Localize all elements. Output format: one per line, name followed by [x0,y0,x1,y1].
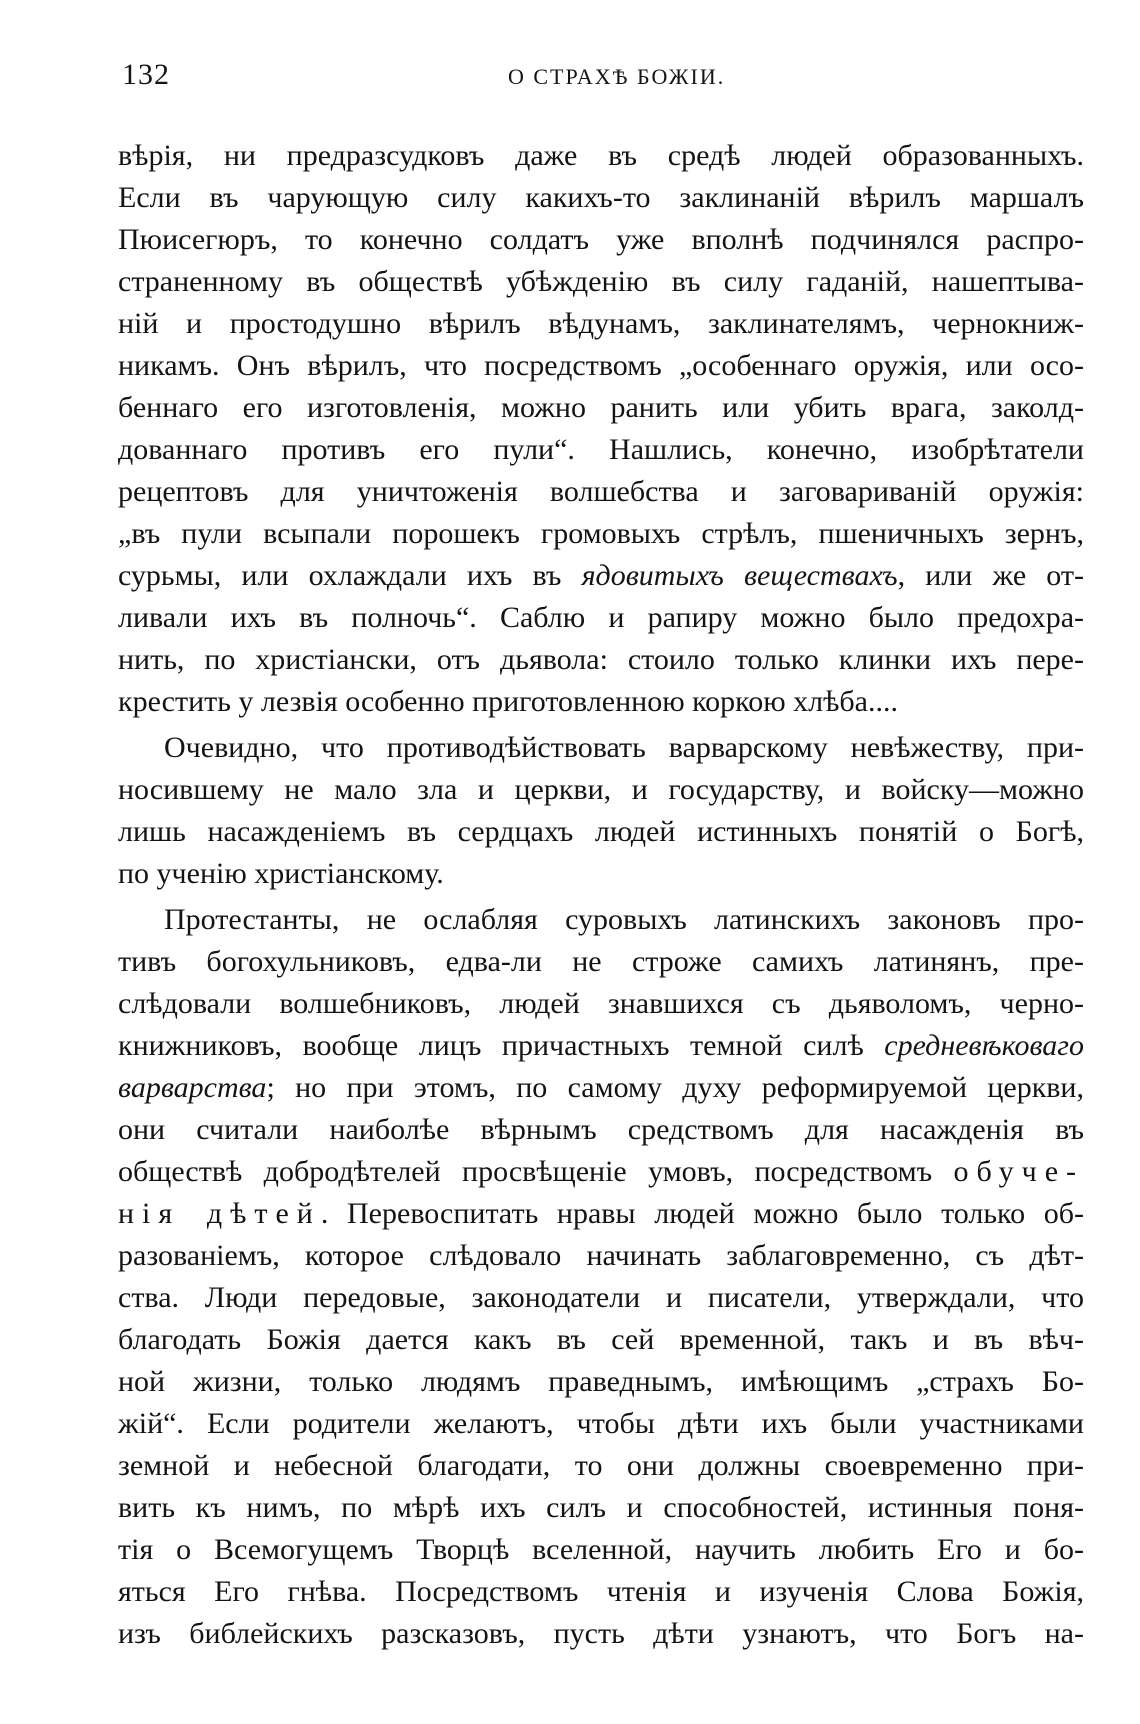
text-line [118,597,1084,639]
text-run: они считали наиболѣе вѣрнымъ средствомъ для насажденія въ [118,1113,1084,1146]
text-line [118,303,1084,345]
text-line [118,639,1084,681]
paragraph [118,899,1084,1655]
page-number: 132 [122,58,170,91]
text-line [118,1151,1084,1193]
text-line [118,1025,1084,1067]
italic-phrase: средневѣковаго [884,1029,1084,1062]
text-run: Протестанты, не ослабляя суровыхъ латинскихъ законовъ про- [164,903,1084,936]
running-head [122,58,1082,98]
text-line [118,681,1084,723]
text-run: Если въ чарующую силу какихъ-то заклинаній вѣрилъ маршалъ [118,181,1084,214]
text-line [118,1193,1084,1235]
spaced-phrase: обуче- [953,1155,1084,1188]
text-line [118,471,1084,513]
running-title: О СТРАХѢ БОЖІИ. [508,64,726,89]
text-line [118,513,1084,555]
text-line [118,899,1084,941]
text-run: страненному въ обществѣ убѣжденію въ силу гаданій, нашептыва- [118,265,1084,298]
text-run: никамъ. Онъ вѣрилъ, что посредствомъ „особеннаго оружія, или осо- [118,349,1084,382]
text-run: ній и простодушно вѣрилъ вѣдунамъ, заклинателямъ, чернокниж- [118,307,1084,340]
text-run: ной жизни, только людямъ праведнымъ, имѣющимъ „страхъ Бо- [118,1365,1084,1398]
text-run: вить къ нимъ, по мѣрѣ ихъ силъ и способностей, истинныя поня- [118,1491,1084,1524]
text-line [118,261,1084,303]
text-run: ливали ихъ въ полночь“. Саблю и рапиру можно было предохра- [118,601,1084,634]
text-run: Очевидно, что противодѣйствовать варварскому невѣжеству, при- [164,731,1084,764]
text-line [118,1487,1084,1529]
text-run: яться Его гнѣва. Посредствомъ чтенія и изученія Слова Божія, [118,1575,1084,1608]
paragraph [118,727,1084,895]
text-run: разованіемъ, которое слѣдовало начинать заблаговременно, съ дѣт- [118,1239,1084,1272]
text-line [118,387,1084,429]
text-run: нить, по христіански, отъ дьявола: стоило только клинки ихъ пере- [118,643,1084,676]
text-line [118,555,1084,597]
paragraph [118,135,1084,723]
text-line [118,219,1084,261]
text-run: Пюисегюръ, то конечно солдатъ уже вполнѣ подчинялся распро- [118,223,1084,256]
text-line [118,853,1084,895]
text-run: тивъ богохульниковъ, едва-ли не строже самихъ латинянъ, пре- [118,945,1084,978]
italic-phrase: варварства [118,1071,267,1104]
text-run: . Перевоспитать нравы людей можно было только об- [320,1197,1084,1230]
text-run: по ученію христіанскому. [118,857,444,890]
text-run: вѣрія, ни предразсудковъ даже въ средѣ людей образованныхъ. [118,139,1084,172]
text-run: рецептовъ для уничтоженія волшебства и заговариваній оружія: [118,475,1084,508]
text-run: благодать Божія дается какъ въ сей временной, такъ и въ вѣч- [118,1323,1084,1356]
text-run: книжниковъ, вообще лицъ причастныхъ темной силѣ [118,1029,885,1062]
text-run: слѣдовали волшебниковъ, людей знавшихся съ дьяволомъ, черно- [118,987,1084,1020]
text-line [118,1445,1084,1487]
text-line [118,1403,1084,1445]
text-line [118,769,1084,811]
text-line [118,345,1084,387]
text-run: ства. Люди передовые, законодатели и писатели, утверждали, что [118,1281,1084,1314]
text-line [118,941,1084,983]
text-run: тія о Всемогущемъ Творцѣ вселенной, научить любить Его и бо- [118,1533,1084,1566]
text-run: лишь насажденіемъ въ сердцахъ людей истинныхъ понятій о Богѣ, [118,815,1084,848]
text-run: крестить у лезвія особенно приготовленною коркою хлѣба.... [118,685,898,718]
text-line [118,1529,1084,1571]
text-line [118,1361,1084,1403]
text-run: изъ библейскихъ разсказовъ, пусть дѣти узнаютъ, что Богъ на- [118,1617,1084,1650]
spaced-phrase: нія дѣтей [118,1197,321,1230]
text-run: жій“. Если родители желаютъ, чтобы дѣти ихъ были участниками [118,1407,1084,1440]
text-line [118,1109,1084,1151]
text-line [118,727,1084,769]
text-line [118,983,1084,1025]
text-line [118,1235,1084,1277]
text-run: , или же от- [897,559,1085,592]
text-run: сурьмы, или охлаждали ихъ въ [118,559,582,592]
text-line [118,1319,1084,1361]
text-line [118,1613,1084,1655]
text-run: беннаго его изготовленія, можно ранить или убить врага, заколд- [118,391,1084,424]
text-line [118,1067,1084,1109]
text-run: ; но при этомъ, по самому духу реформируемой церкви, [266,1071,1084,1104]
text-run: дованнаго противъ его пули“. Нашлись, конечно, изобрѣтатели [118,433,1084,466]
text-line [118,135,1084,177]
text-run: земной и небесной благодати, то они должны своевременно при- [118,1449,1084,1482]
text-line [118,1277,1084,1319]
italic-phrase: ядовитыхъ веществахъ [581,559,898,592]
text-line [118,811,1084,853]
text-run: носившему не мало зла и церкви, и государству, и войску—можно [118,773,1084,806]
body-text [118,135,1084,1659]
text-run: обществѣ добродѣтелей просвѣщеніе умовъ, посредствомъ [118,1155,954,1188]
text-line [118,177,1084,219]
text-run: „въ пули всыпали порошекъ громовыхъ стрѣлъ, пшеничныхъ зернъ, [118,517,1084,550]
text-line [118,429,1084,471]
text-line [118,1571,1084,1613]
